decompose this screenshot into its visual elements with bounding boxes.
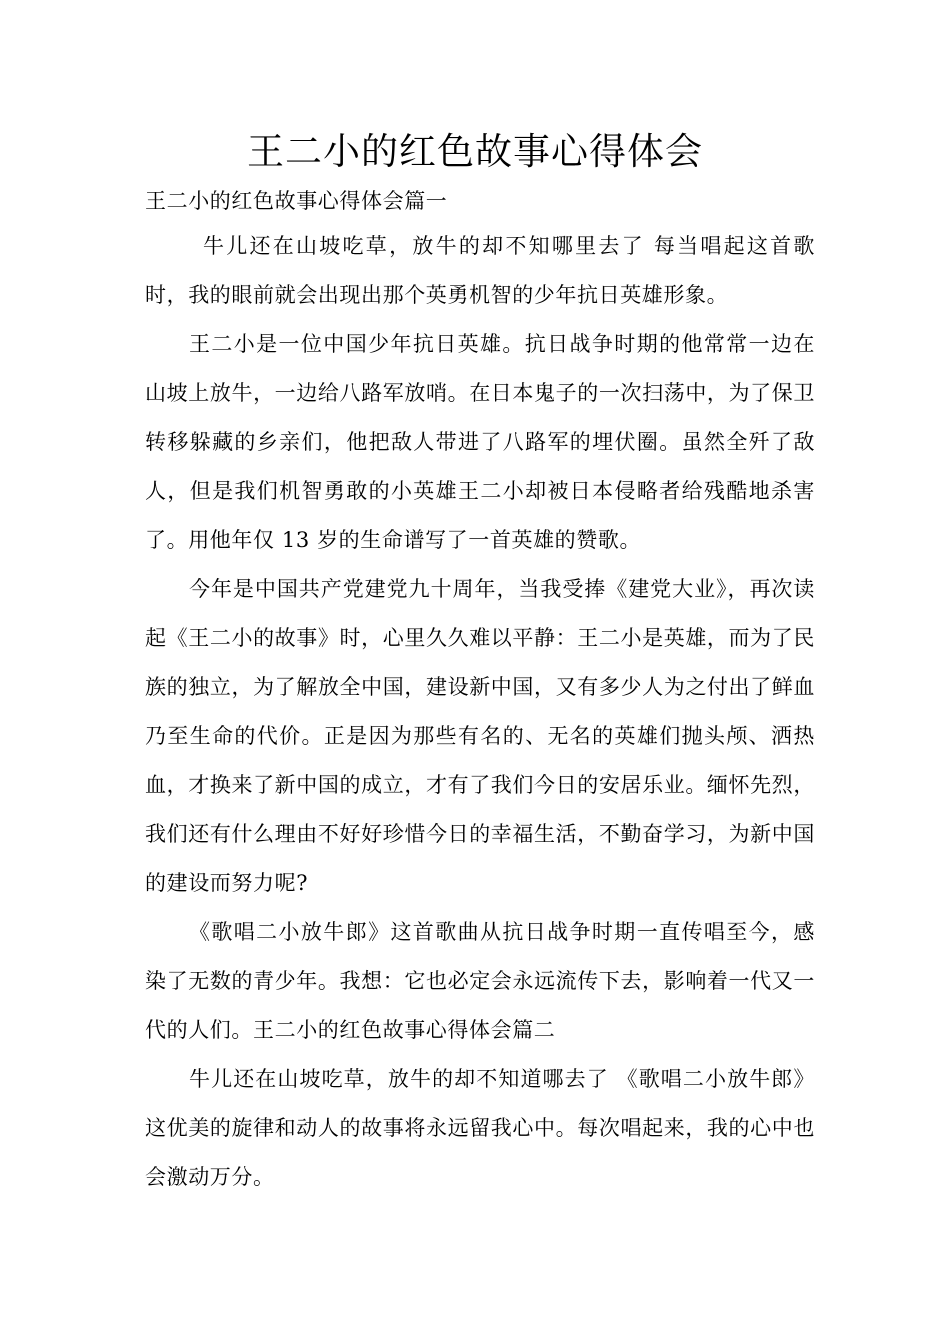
paragraph-2: 王二小是一位中国少年抗日英雄。抗日战争时期的他常常一边在山坡上放牛，一边给八路军放哨。在日本鬼子的一次扫荡中，为了保卫转移躲藏的乡亲们，他把敌人带进了八路军的埋伏圈。虽然全歼了敌人，但是我们机智勇敢的小英雄王二小却被日本侵略者给残酷地杀害了。用他年仅 13 岁的生命谱写了一首英雄的赞歌。 xyxy=(145,332,815,552)
paragraph-5: 牛儿还在山坡吃草，放牛的却不知道哪去了 《歌唱二小放牛郎》这优美的旋律和动人的故事将永远留我心中。每次唱起来，我的心中也会激动万分。 xyxy=(145,1067,815,1189)
document-body xyxy=(145,180,815,1202)
paragraph-4: 《歌唱二小放牛郎》这首歌曲从抗日战争时期一直传唱至今，感染了无数的青少年。我想：它也必定会永远流传下去，影响着一代又一代的人们。王二小的红色故事心得体会篇二 xyxy=(145,920,815,1042)
section-heading-one: 王二小的红色故事心得体会篇一 xyxy=(145,189,448,213)
paragraph-1: 牛儿还在山坡吃草，放牛的却不知哪里去了 每当唱起这首歌时，我的眼前就会出现出那个英勇机智的少年抗日英雄形象。 xyxy=(145,234,815,307)
document-title: 王二小的红色故事心得体会 xyxy=(247,130,703,173)
paragraph-3: 今年是中国共产党建党九十周年，当我受捧《建党大业》，再次读起《王二小的故事》时，心里久久难以平静：王二小是英雄，而为了民族的独立，为了解放全中国，建设新中国，又有多少人为之付出了鲜血乃至生命的代价。正是因为那些有名的、无名的英雄们抛头颅、洒热血，才换来了新中国的成立，才有了我们今日的安居乐业。缅怀先烈，我们还有什么理由不好好珍惜今日的幸福生活，不勤奋学习，为新中国的建设而努力呢? xyxy=(145,577,815,895)
